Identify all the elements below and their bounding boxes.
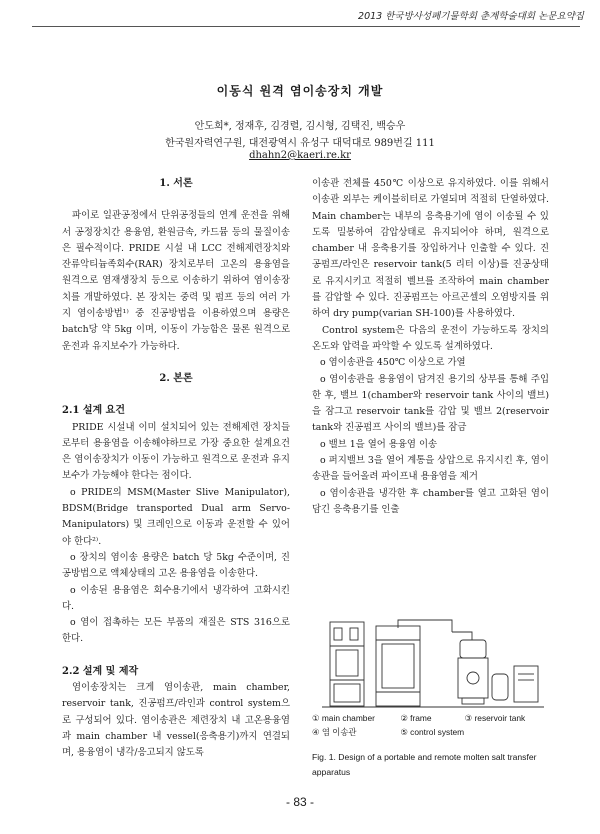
section-body-heading: 2. 본론: [159, 372, 193, 384]
design-paragraph-continued: 이송관 전체를 450℃ 이상으로 유지하였다. 이를 위해서 이송관 외부는 케이블히터로 가열되며 적절히 단열하였다. Main chamber는 내부의 응축용기에 염이 이송될 수 있도록 밀봉하여 감압상태로 유지되어야 하며, 원격으로 chamber 내 응축용기를 장입하거나 인출할 수 있다. 진공펌프/라인은 reservoir tank(5 리터 이상)를 진공상태로 유지시키고 적절히 벨브를 조작하여 main chamber를 감압할 수 있다. 진공펌프는 아르곤셀의 오염방지를 위하여 dry pump(varian SH-100)를 사용하였다.: [312, 178, 549, 320]
figure-legend: [312, 711, 549, 739]
legend-item: ① main chamber: [312, 713, 375, 723]
header-divider: [32, 26, 580, 27]
author-email: dhahn2@kaeri.re.kr: [249, 150, 351, 161]
operation-step: o 염이송관을 용융염이 담겨진 용기의 상부를 통해 주입한 후, 밸브 1(chamber와 reservoir tank 사이의 밸브)을 잠그고 reservoir tank를 감압 및 밸브 2(reservoir tank와 진공펌프 사이의 밸브)를 잠금: [312, 373, 549, 434]
requirement-item: o PRIDE의 MSM(Master Slive Manipulator), BDSM(Bridge transported Dual arm Servo-Manipulators) 및 크레인으로 이동과 운전할 수 있어야 한다²⁾.: [62, 486, 290, 547]
paper-title: 이동식 원격 염이송장치 개발: [216, 84, 384, 98]
left-column: [62, 176, 290, 762]
intro-paragraph: 파이로 일관공정에서 단위공정들의 연계 운전을 위해서 공정장치간 용융염, 환원금속, 카드뮴 등의 물질이송은 필수적이다. PRIDE 시설 내 LCC 전해제련장치와 잔류악티늄족회수(RAR) 장치로부터 고온의 용융염을 원격으로 염재생장치 등으로 이송하기 위하여 염이송장치를 개발하였다. 본 장치는 중력 및 펌프 등의 여러 가지 염이송방법¹⁾ 중 진공방법을 이용하였으며 용량은 batch당 약 5kg 이며, 이동이 가능함은 물론 원격으로 운전과 유지보수가 가능하다.: [62, 210, 290, 352]
requirement-item: o 장치의 염이송 용량은 batch 당 5kg 수준이며, 진공방법으로 액체상태의 고온 용융염을 이송한다.: [62, 551, 290, 580]
legend-item: ④ 염 이송관: [312, 727, 357, 737]
page-number: - 83 -: [285, 795, 314, 809]
requirements-paragraph: PRIDE 시설내 이미 설치되어 있는 전해제련 장치들로부터 용융염을 이송해야하므로 가장 중요한 설계요건은 염이송장치가 이동이 가능하고 원격으로 운전과 유지보수가 가능해야 한다는 점이다.: [62, 421, 290, 482]
subsection-design-heading: 2.2 설계 및 제작: [62, 665, 139, 677]
author-list: 안도희*, 정재후, 김경렬, 김시형, 김택진, 백승우: [194, 121, 406, 132]
figure-caption: Fig. 1. Design of a portable and remote molten salt transfer apparatus: [312, 752, 537, 777]
running-header: 2013 한국방사성폐기물학회 춘계학술대회 논문요약집: [358, 11, 584, 22]
subsection-requirements-heading: 2.1 설계 요건: [62, 405, 126, 417]
operation-step: o 염이송관을 450℃ 이상으로 가열: [320, 357, 466, 369]
legend-item: ⑤ control system: [400, 727, 465, 737]
apparatus-figure: [312, 618, 549, 710]
legend-item: ② frame: [400, 713, 432, 723]
operation-step: o 퍼지밸브 3을 열어 계통을 상압으로 유지시킨 후, 염이송관을 들어올려 파이프내 용융염을 제거: [312, 455, 549, 483]
right-column: [312, 176, 549, 518]
control-system-paragraph: Control system은 다음의 운전이 가능하도록 장치의 온도와 압력을 파악할 수 있도록 설계하였다.: [312, 324, 549, 352]
legend-item: ③ reservoir tank: [464, 713, 526, 723]
requirement-item: o 이송된 용융염은 회수용기에서 냉각하여 고화시킨다.: [62, 584, 290, 612]
affiliation: 한국원자력연구원, 대전광역시 유성구 대덕대로 989번길 111: [165, 138, 435, 149]
requirement-item: o 염이 접촉하는 모든 부품의 재질은 STS 316으로 한다.: [62, 617, 290, 645]
operation-step: o 밸브 1을 열어 용융염 이송: [320, 438, 438, 450]
section-intro-heading: 1. 서론: [159, 178, 193, 189]
operation-step: o 염이송관을 냉각한 후 chamber를 열고 고화된 염이 담긴 응축용기를 인출: [312, 487, 549, 515]
design-paragraph: 염이송장치는 크게 염이송관, main chamber, reservoir tank, 진공펌프/라인과 control system으로 구성되어 있다. 염이송관은 제련장치 내 고온용융염과 main chamber 내 vessel(응축용기)까지 연결되며, 용융염이 냉각/응고되지 않도록: [62, 682, 290, 759]
